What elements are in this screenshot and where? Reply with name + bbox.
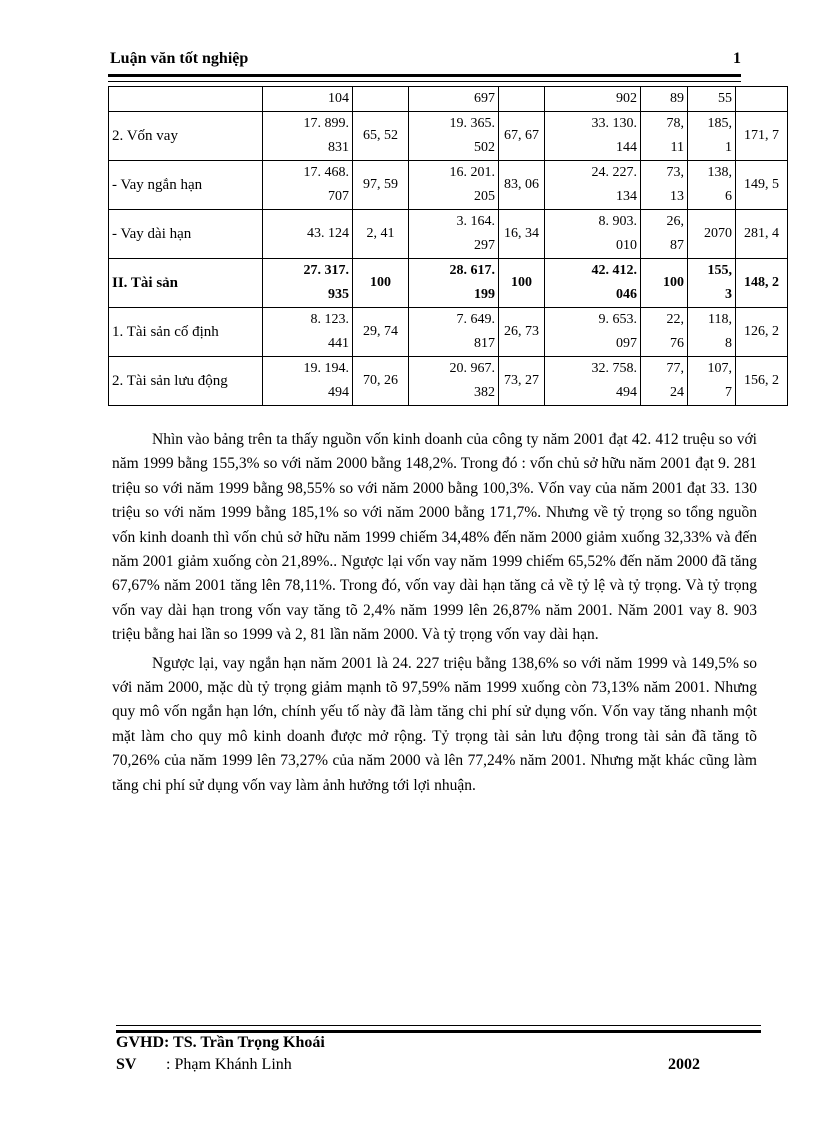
table-cell bbox=[688, 259, 736, 308]
cell-value: 382 bbox=[474, 385, 495, 400]
table-cell bbox=[353, 161, 409, 210]
table-cell bbox=[545, 87, 641, 112]
cell-value: 155, bbox=[707, 263, 732, 278]
cell-value: 70, 26 bbox=[363, 373, 398, 388]
cell-value: 2070 bbox=[704, 226, 732, 241]
cell-value: 11 bbox=[670, 140, 684, 155]
cell-value: 76 bbox=[670, 336, 684, 351]
cell-value: 185, bbox=[707, 116, 732, 131]
row-label: 2. Vốn vay bbox=[109, 112, 263, 161]
cell-value: 3. 164. bbox=[456, 214, 495, 229]
cell-value: 73, 27 bbox=[504, 373, 539, 388]
table-cell bbox=[736, 357, 788, 406]
cell-value: 29, 74 bbox=[363, 324, 398, 339]
table-cell bbox=[736, 259, 788, 308]
cell-value: 8 bbox=[725, 336, 732, 351]
table-cell bbox=[688, 308, 736, 357]
cell-value: 118, bbox=[708, 312, 732, 327]
cell-value: 33. 130. bbox=[591, 116, 637, 131]
table-cell bbox=[353, 357, 409, 406]
cell-value: 100 bbox=[370, 275, 391, 290]
table-cell bbox=[641, 259, 688, 308]
cell-value: 78, bbox=[666, 116, 684, 131]
cell-value: 097 bbox=[616, 336, 637, 351]
cell-value: 17. 899. bbox=[303, 116, 349, 131]
table-row bbox=[109, 87, 788, 112]
table-cell bbox=[641, 210, 688, 259]
cell-value: 7. 649. bbox=[456, 312, 495, 327]
table-cell bbox=[688, 161, 736, 210]
table-cell bbox=[263, 210, 353, 259]
table-cell bbox=[409, 112, 499, 161]
cell-value: 707 bbox=[328, 189, 349, 204]
table-cell bbox=[353, 308, 409, 357]
cell-value: 87 bbox=[670, 238, 684, 253]
cell-value: 20. 967. bbox=[449, 361, 495, 376]
cell-value: 26, 73 bbox=[504, 324, 539, 339]
table-cell bbox=[499, 161, 545, 210]
cell-value: 9. 653. bbox=[598, 312, 637, 327]
student-name: : Phạm Khánh Linh bbox=[166, 1056, 292, 1073]
cell-value: 171, 7 bbox=[744, 128, 779, 143]
table-row bbox=[109, 112, 788, 161]
cell-value: 24. 227. bbox=[591, 165, 637, 180]
cell-value: 1 bbox=[725, 140, 732, 155]
cell-value: 902 bbox=[616, 91, 637, 106]
cell-value: 19. 194. bbox=[303, 361, 349, 376]
cell-value: 100 bbox=[511, 275, 532, 290]
cell-value: 8. 123. bbox=[310, 312, 349, 327]
table-cell bbox=[409, 308, 499, 357]
table-cell bbox=[736, 87, 788, 112]
table-cell bbox=[499, 112, 545, 161]
table-cell bbox=[353, 112, 409, 161]
table-cell bbox=[409, 87, 499, 112]
table-cell bbox=[545, 357, 641, 406]
table-cell bbox=[545, 112, 641, 161]
table-cell bbox=[499, 210, 545, 259]
table-cell bbox=[736, 308, 788, 357]
row-label bbox=[109, 87, 263, 112]
table-cell bbox=[353, 87, 409, 112]
cell-value: 28. 617. bbox=[449, 263, 495, 278]
year: 2002 bbox=[668, 1056, 700, 1073]
cell-value: 97, 59 bbox=[363, 177, 398, 192]
cell-value: 935 bbox=[328, 287, 349, 302]
table-cell bbox=[263, 87, 353, 112]
table-cell bbox=[499, 308, 545, 357]
cell-value: 697 bbox=[474, 91, 495, 106]
cell-value: 32. 758. bbox=[591, 361, 637, 376]
table-cell bbox=[263, 161, 353, 210]
table-cell bbox=[688, 357, 736, 406]
cell-value: 3 bbox=[725, 287, 732, 302]
table-cell bbox=[353, 210, 409, 259]
body-text bbox=[112, 428, 757, 802]
row-label: - Vay ngắn hạn bbox=[109, 161, 263, 210]
cell-value: 817 bbox=[474, 336, 495, 351]
table-cell bbox=[736, 210, 788, 259]
cell-value: 55 bbox=[718, 91, 732, 106]
cell-value: 42. 412. bbox=[591, 263, 637, 278]
page-header bbox=[110, 50, 741, 68]
cell-value: 89 bbox=[670, 91, 684, 106]
table-cell bbox=[688, 112, 736, 161]
table-cell bbox=[688, 87, 736, 112]
table-cell bbox=[499, 357, 545, 406]
cell-value: 2, 41 bbox=[366, 226, 395, 241]
cell-value: 144 bbox=[616, 140, 637, 155]
page-footer bbox=[116, 1032, 716, 1076]
document-title: Luận văn tốt nghiệp bbox=[110, 50, 249, 67]
table-cell bbox=[409, 161, 499, 210]
student-label: SV bbox=[116, 1056, 137, 1073]
table-row bbox=[109, 210, 788, 259]
cell-value: 43. 124 bbox=[307, 226, 349, 241]
table-cell bbox=[736, 161, 788, 210]
row-label: 2. Tài sản lưu động bbox=[109, 357, 263, 406]
cell-value: 8. 903. bbox=[598, 214, 637, 229]
supervisor: GVHD: TS. Trần Trọng Khoái bbox=[116, 1034, 325, 1051]
table-cell bbox=[499, 259, 545, 308]
cell-value: 148, 2 bbox=[744, 275, 779, 290]
cell-value: 7 bbox=[725, 385, 732, 400]
cell-value: 502 bbox=[474, 140, 495, 155]
table-cell bbox=[641, 87, 688, 112]
header-divider bbox=[108, 74, 741, 82]
cell-value: 73, bbox=[666, 165, 684, 180]
page-number: 1 bbox=[733, 50, 741, 67]
table-cell bbox=[353, 259, 409, 308]
cell-value: 104 bbox=[328, 91, 349, 106]
table-row bbox=[109, 357, 788, 406]
cell-value: 126, 2 bbox=[744, 324, 779, 339]
cell-value: 19. 365. bbox=[449, 116, 495, 131]
cell-value: 16. 201. bbox=[449, 165, 495, 180]
table-cell bbox=[409, 357, 499, 406]
cell-value: 77, bbox=[666, 361, 684, 376]
cell-value: 297 bbox=[474, 238, 495, 253]
table-cell bbox=[545, 259, 641, 308]
table-row bbox=[109, 308, 788, 357]
cell-value: 199 bbox=[474, 287, 495, 302]
row-label: 1. Tài sản cố định bbox=[109, 308, 263, 357]
table-cell bbox=[409, 210, 499, 259]
table-cell bbox=[545, 210, 641, 259]
cell-value: 6 bbox=[725, 189, 732, 204]
table-cell bbox=[409, 259, 499, 308]
table-cell bbox=[499, 87, 545, 112]
row-label: II. Tài sản bbox=[109, 259, 263, 308]
table-cell bbox=[641, 308, 688, 357]
cell-value: 67, 67 bbox=[504, 128, 539, 143]
cell-value: 100 bbox=[663, 275, 684, 290]
cell-value: 107, bbox=[707, 361, 732, 376]
paragraph-2: Ngược lại, vay ngắn hạn năm 2001 là 24. 227 triệu bằng 138,6% so với năm 1999 và 149,5% so với năm 2000, mặc dù tỷ trọng giảm mạnh tõ 97,59% năm 1999 xuống còn 73,13% năm 2001. Nhưng quy mô vốn ngắn hạn lớn, chính yếu tố này đã làm tăng chi phí sử dụng vốn. Vốn vay tăng nhanh một mặt làm cho quy mô kinh doanh được mở rộng. Tỷ trọng tài sản lưu động trong tài sản đã tăng tõ 70,26% của năm 1999 lên 73,27% của năm 2000 và lên 77,24% năm 2001. Nhưng mặt khác cũng làm tăng chi phí sử dụng vốn vay làm ảnh hưởng tới lợi nhuận. bbox=[112, 654, 757, 794]
table-cell bbox=[688, 210, 736, 259]
cell-value: 65, 52 bbox=[363, 128, 398, 143]
cell-value: 046 bbox=[616, 287, 637, 302]
table-row bbox=[109, 259, 788, 308]
table-cell bbox=[545, 161, 641, 210]
cell-value: 494 bbox=[328, 385, 349, 400]
cell-value: 27. 317. bbox=[303, 263, 349, 278]
student-row bbox=[116, 1054, 716, 1076]
row-label: - Vay dài hạn bbox=[109, 210, 263, 259]
cell-value: 149, 5 bbox=[744, 177, 779, 192]
cell-value: 26, bbox=[666, 214, 684, 229]
table-row bbox=[109, 161, 788, 210]
table-cell bbox=[263, 112, 353, 161]
table-cell bbox=[545, 308, 641, 357]
cell-value: 138, bbox=[707, 165, 732, 180]
cell-value: 16, 34 bbox=[504, 226, 539, 241]
table-cell bbox=[263, 308, 353, 357]
table-cell bbox=[263, 357, 353, 406]
cell-value: 22, bbox=[666, 312, 684, 327]
cell-value: 494 bbox=[616, 385, 637, 400]
table-cell bbox=[641, 112, 688, 161]
cell-value: 17. 468. bbox=[303, 165, 349, 180]
cell-value: 83, 06 bbox=[504, 177, 539, 192]
cell-value: 010 bbox=[616, 238, 637, 253]
financial-table bbox=[108, 86, 788, 406]
cell-value: 156, 2 bbox=[744, 373, 779, 388]
paragraph-1: Nhìn vào bảng trên ta thấy nguồn vốn kinh doanh của công ty năm 2001 đạt 42. 412 truệu so với năm 1999 bằng 155,3% so với năm 2000 bằng 148,2%. Trong đó : vốn chủ sở hữu năm 2001 đạt 9. 281 triệu so với năm 1999 bằng 98,55% so với năm 2000 bằng 100,3%. Vốn vay của năm 2001 đạt 33. 130 triệu so với năm 1999 bằng 185,1% so với năm 2000 bằng 171,7%. Nhưng về tỷ trọng so tổng nguồn vốn kinh doanh thì vốn chủ sở hữu năm 1999 chiếm 34,48% đến năm 2000 giảm xuống 32,33% và đến năm 2001 giảm xuống còn 21,89%.. Ngược lại vốn vay năm 1999 chiếm 65,52% đến năm 2000 đã tăng 67,67% năm 2001 tăng lên 78,11%. Trong đó, vốn vay dài hạn tăng cả về tỷ lệ và tỷ trọng. Và tỷ trọng vốn vay dài hạn trong vốn vay tăng tõ 2,4% năm 1999 lên 26,87% năm 2001. Năm 2001 vay 8. 903 triệu bằng hai lần so 1999 và 2, 81 lần năm 2000. Và tỷ trọng vốn vay dài hạn. bbox=[112, 431, 757, 644]
table-cell bbox=[263, 259, 353, 308]
cell-value: 205 bbox=[474, 189, 495, 204]
cell-value: 831 bbox=[328, 140, 349, 155]
cell-value: 24 bbox=[670, 385, 684, 400]
cell-value: 281, 4 bbox=[744, 226, 779, 241]
cell-value: 134 bbox=[616, 189, 637, 204]
table-cell bbox=[641, 161, 688, 210]
cell-value: 441 bbox=[328, 336, 349, 351]
table-cell bbox=[641, 357, 688, 406]
table-cell bbox=[736, 112, 788, 161]
cell-value: 13 bbox=[670, 189, 684, 204]
